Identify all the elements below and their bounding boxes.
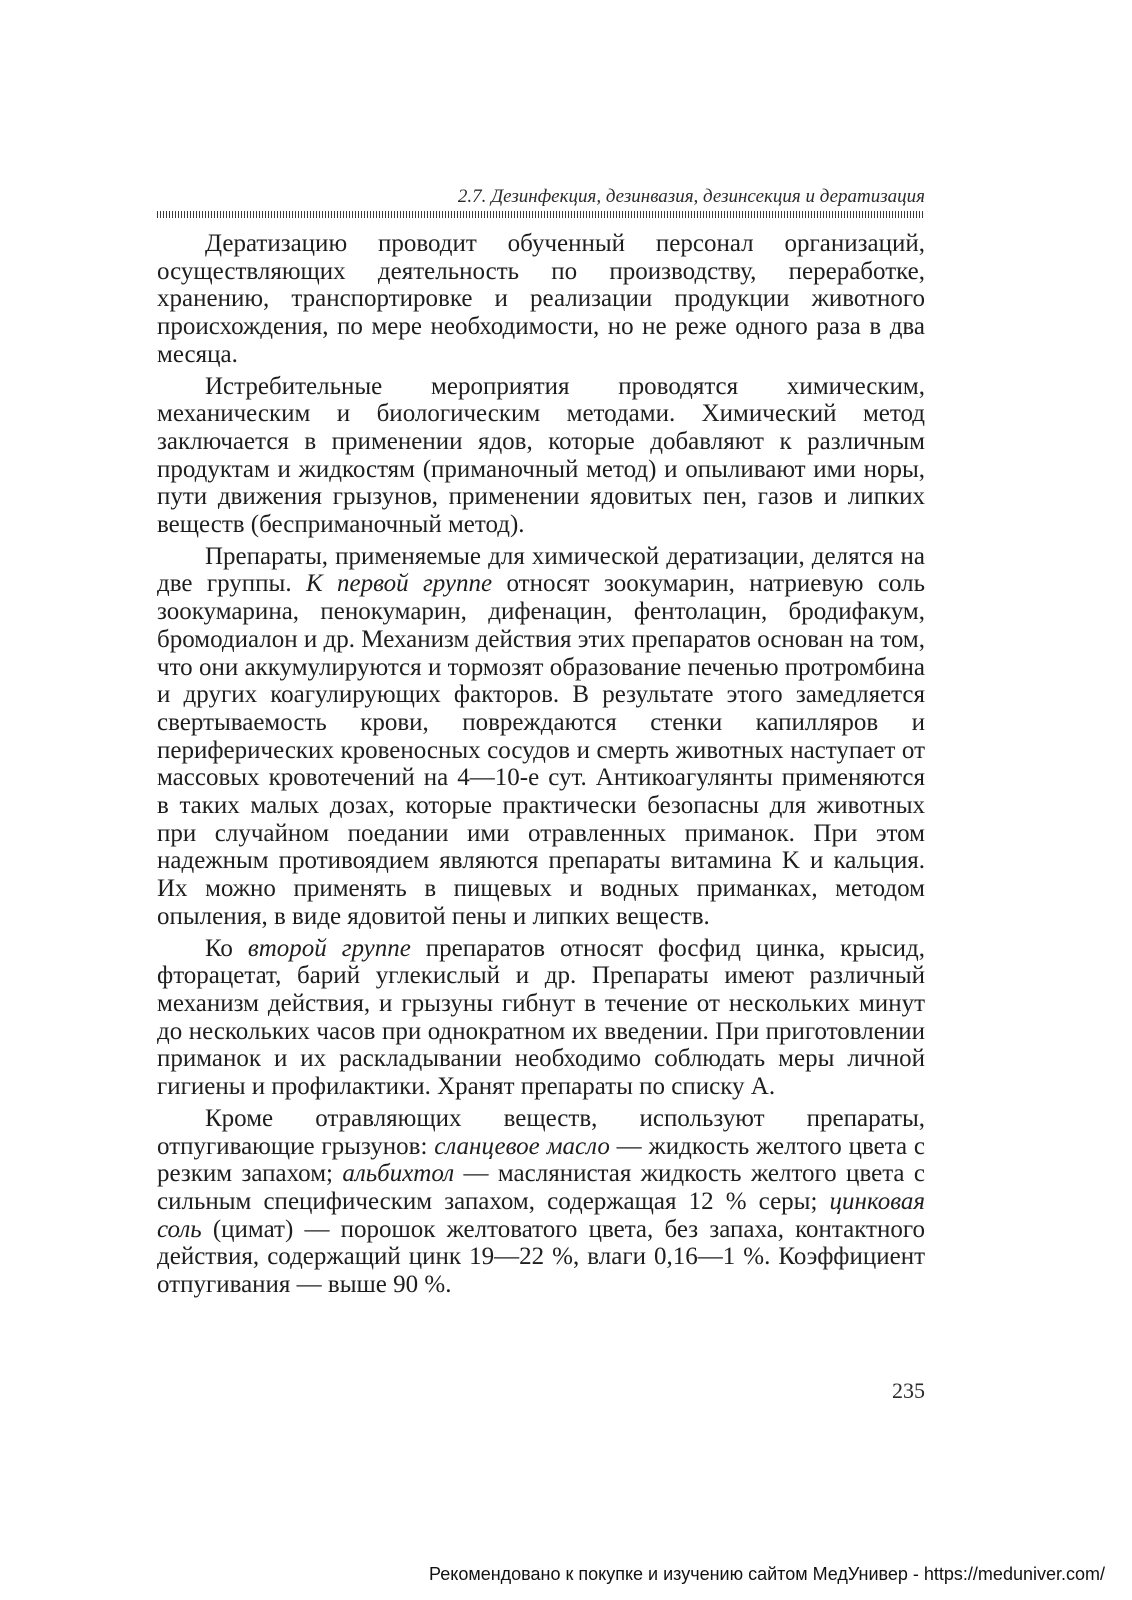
first-group-term: К первой группе bbox=[305, 570, 493, 598]
page-number: 235 bbox=[892, 1378, 925, 1403]
second-group-term: второй группе bbox=[247, 934, 411, 962]
paragraph-5-text-2: — жидкость желтого цвета с резким запахом; bbox=[157, 1132, 925, 1188]
paragraph-2: Истребительные мероприятия проводятся химическим, механическим и биологическим методами. Химический метод заключается в применении ядов, которые добавляют к различным продуктам и жидкостям (приманочный метод) и опыливают ими норы, пути движения грызунов, применении ядовитых пен, газов и липких веществ (бесприманочный метод). bbox=[157, 372, 925, 539]
running-header: 2.7. Дезинфекция, дезинвазия, дезинсекция и дератизация bbox=[457, 186, 925, 207]
paragraph-1: Дератизацию проводит обученный персонал организаций, осуществляющих деятельность по производству, переработке, хранению, транспортировке и реализации продукции животного происхождения, по мере необходимости, но не реже одного раза в два месяца. bbox=[157, 230, 925, 368]
watermark-text: Рекомендовано к покупке и изучению сайтом МедУнивер - https://meduniver.com/ bbox=[429, 1564, 1105, 1584]
paragraph-5-text-3: — маслянистая жидкость желтого цвета с сильным специфическим запахом, содержащая 12 % серы; bbox=[157, 1160, 925, 1215]
body-text bbox=[157, 230, 925, 1303]
paragraph-4-text-1: Ко bbox=[205, 934, 248, 962]
paragraph-5-text-4: (цимат) — порошок желтоватого цвета, без запаха, контактного действия, содержащий цинк 19—22 %, влаги 0,16—1 %. Коэффициент отпугивания — выше 90 %. bbox=[157, 1215, 925, 1299]
paragraph-5 bbox=[157, 1105, 925, 1299]
shale-oil-term: сланцевое масло bbox=[434, 1132, 610, 1160]
paragraph-4-text-2: препаратов относят фосфид цинка, крысид, фторацетат, барий углекислый и др. Препараты имеют различный механизм действия, и грызуны гибнут в течение от нескольких минут до нескольких часов при однократном их введении. При приготовлении приманок и их раскладывании необходимо соблюдать меры личной гигиены и профилактики. Хранят препараты по списку A. bbox=[157, 934, 925, 1101]
albichtol-term: альбихтол bbox=[342, 1160, 455, 1188]
paragraph-3-text-1: Препараты, применяемые для химической дератизации, делятся на две группы. bbox=[157, 542, 925, 598]
paragraph-3 bbox=[157, 543, 925, 931]
header-rule bbox=[157, 211, 925, 218]
paragraph-5-text-1: Кроме отравляющих веществ, используют препараты, отпугивающие грызунов: bbox=[157, 1104, 925, 1160]
paragraph-4 bbox=[157, 935, 925, 1101]
paragraph-3-text-2: относят зоокумарин, натриевую соль зоокумарина, пенокумарин, дифенацин, фентолацин, бродифакум, бромодиалон и др. Механизм действия этих препаратов основан на том, что они аккумулируются и тормозят образование печенью протромбина и других коагулирующих факторов. В результате этого замедляется свертываемость крови, повреждаются стенки капилляров и периферических кровеносных сосудов и смерть животных наступает от массовых кровотечений на 4—10-е сут. Антикоагулянты применяются в таких малых дозах, которые практически безопасны для животных при случайном поедании ими отравленных приманок. При этом надежным противоядием являются препараты витамина K и кальция. Их можно применять в пищевых и водных приманках, методом опыления, в виде ядовитой пены и липких веществ. bbox=[157, 570, 925, 930]
zinc-salt-term: цинковая соль bbox=[157, 1187, 925, 1243]
